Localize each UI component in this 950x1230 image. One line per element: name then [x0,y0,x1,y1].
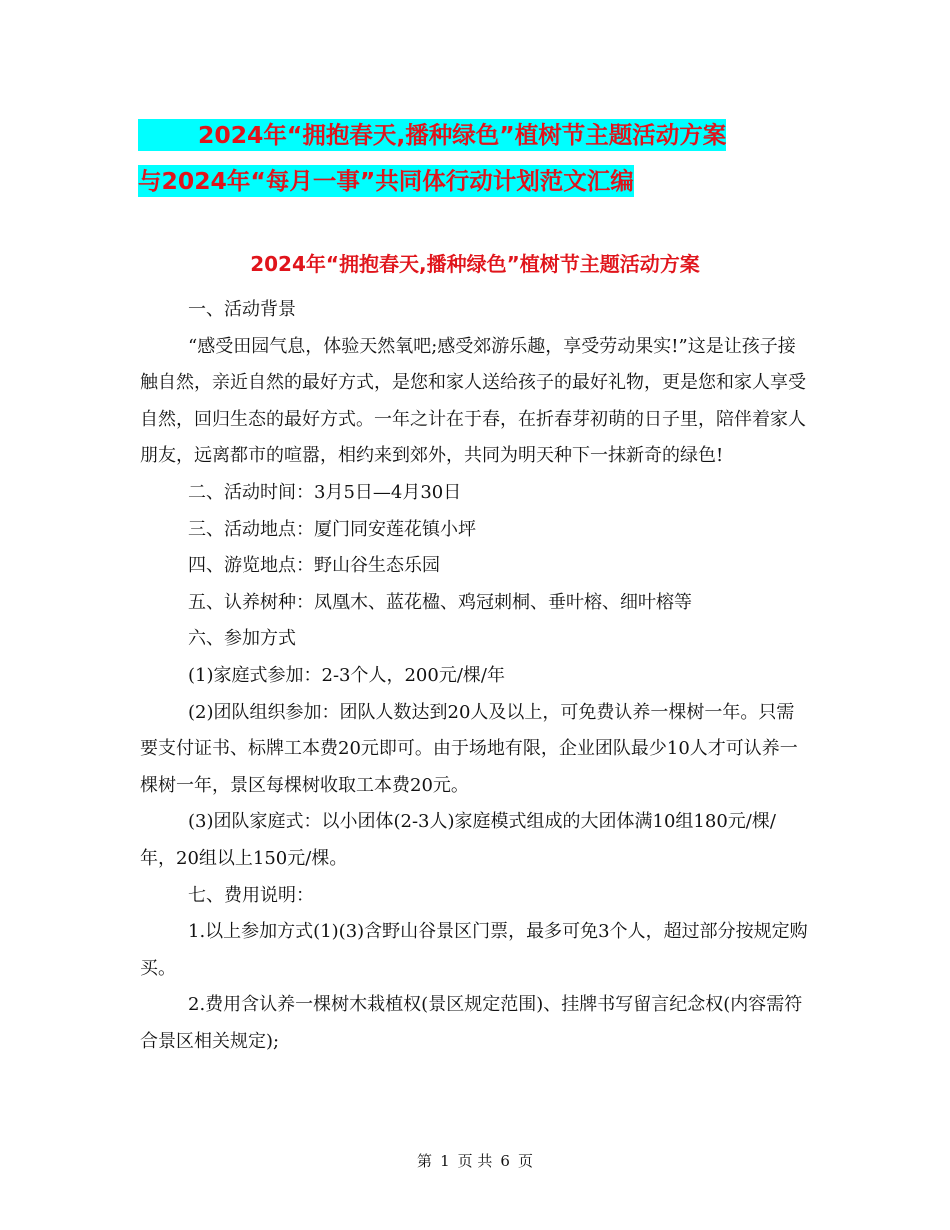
footer-prefix: 第 [417,1152,433,1170]
footer-suffix: 页 [517,1152,533,1170]
heading-background: 一、活动背景 [188,299,296,320]
heading-fees: 七、费用说明： [188,884,314,906]
participation-family: (1)家庭式参加：2-3个人，200元/棵/年 [188,664,505,686]
heading-participation: 六、参加方式 [188,628,296,650]
participation-team: (2)团队组织参加：团队人数达到20人及以上，可免费认养一棵树一年。只需要支付证书、标牌工本费20元即可。由于场地有限，企业团队最少10人才可认养一棵树一年，景区每棵树收取工本费20元。 [140,701,798,796]
document-title [138,112,818,204]
fee-note-1: 1.以上参加方式(1)(3)含野山谷景区门票，最多可免3个人，超过部分按规定购买。 [140,921,808,979]
section-title: 2024年“拥抱春天,播种绿色”植树节主题活动方案 [250,252,700,276]
page-footer [0,1150,950,1171]
fee-note-2: 2.费用含认养一棵树木栽植权(景区规定范围)、挂牌书写留言纪念权(内容需符合景区相关规定); [140,994,803,1052]
current-page-number: 1 [440,1152,450,1170]
item-tree-species: 五、认养树种：凤凰木、蓝花楹、鸡冠刺桐、垂叶榕、细叶榕等 [188,591,692,613]
item-activity-location: 三、活动地点：厦门同安莲花镇小坪 [188,518,476,540]
footer-middle: 页 共 [457,1152,493,1170]
item-activity-time: 二、活动时间：3月5日—4月30日 [188,481,462,503]
paragraph-background: “感受田园气息，体验天然氧吧;感受郊游乐趣，享受劳动果实!”这是让孩子接触自然，亲近自然的最好方式，是您和家人送给孩子的最好礼物，更是您和家人享受自然，回归生态的最好方式。一年之计在于春，在折春芽初萌的日子里，陪伴着家人朋友，远离都市的喧嚣，相约来到郊外，共同为明天种下一抹新奇的绿色! [140,335,806,467]
participation-team-family: (3)团队家庭式：以小团体(2-3人)家庭模式组成的大团体满10组180元/棵/年，20组以上150元/棵。 [140,811,776,869]
item-tour-location: 四、游览地点：野山谷生态乐园 [188,555,440,577]
total-pages-number: 6 [500,1152,510,1170]
title-line-2: 与2024年“每月一事”共同体行动计划范文汇编 [138,167,634,195]
title-line-1: 2024年“拥抱春天,播种绿色”植树节主题活动方案 [138,119,726,151]
document-body [140,292,810,1060]
